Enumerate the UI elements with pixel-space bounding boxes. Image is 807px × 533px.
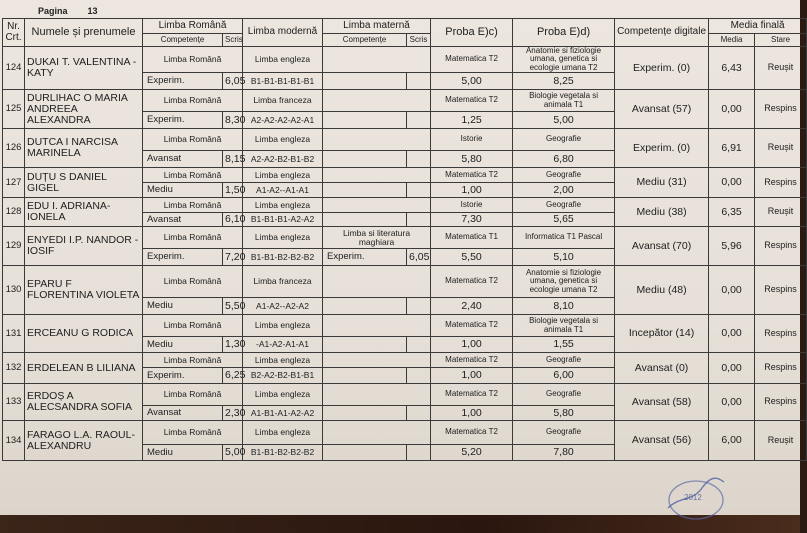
proba-c-score: 1,00 bbox=[431, 406, 513, 421]
proba-d-subject: Geografie bbox=[513, 421, 615, 445]
stare-result: Respins bbox=[755, 227, 807, 266]
row-number: 127 bbox=[3, 168, 25, 198]
proba-d-subject: Informatica T1 Pascal bbox=[513, 227, 615, 249]
limba-moderna-levels: -A1-A2-A1-A1 bbox=[243, 337, 323, 353]
proba-c-score: 5,00 bbox=[431, 73, 513, 90]
limba-romana-label: Limba Română bbox=[143, 47, 243, 73]
page-number: 13 bbox=[87, 6, 98, 16]
limba-moderna-label: Limba franceza bbox=[243, 90, 323, 112]
limba-materna-score bbox=[407, 73, 431, 90]
limba-moderna-label: Limba franceza bbox=[243, 266, 323, 298]
limba-romana-level: Avansat bbox=[143, 406, 223, 421]
proba-c-subject: Matematica T2 bbox=[431, 421, 513, 445]
limba-romana-label: Limba Română bbox=[143, 168, 243, 183]
proba-d-subject: Biologie vegetala si animala T1 bbox=[513, 90, 615, 112]
row-number: 134 bbox=[3, 421, 25, 461]
limba-moderna-levels: B1-B1-B1-A2-A2 bbox=[243, 213, 323, 227]
proba-c-score: 1,00 bbox=[431, 183, 513, 198]
limba-materna-score bbox=[407, 112, 431, 129]
competente-digitale: Avansat (0) bbox=[615, 353, 709, 384]
limba-materna-level bbox=[323, 406, 407, 421]
stare-result: Respins bbox=[755, 266, 807, 315]
header-proba-d: Proba E)d) bbox=[513, 19, 615, 47]
limba-moderna-levels: A1-A2--A2-A2 bbox=[243, 298, 323, 315]
table-row bbox=[3, 421, 807, 445]
media-finala: 0,00 bbox=[709, 168, 755, 198]
table-row bbox=[3, 168, 807, 183]
student-name: ERDELEAN B LILIANA bbox=[25, 353, 143, 384]
header-stare: Stare bbox=[755, 34, 807, 47]
stare-result: Reușit bbox=[755, 421, 807, 461]
table-body bbox=[3, 47, 807, 461]
proba-d-score: 2,00 bbox=[513, 183, 615, 198]
limba-romana-label: Limba Română bbox=[143, 384, 243, 406]
limba-romana-score: 6,25 bbox=[223, 368, 243, 384]
limba-moderna-levels: B2-A2-B2-B1-B1 bbox=[243, 368, 323, 384]
stare-result: Respins bbox=[755, 384, 807, 421]
student-name: DURLIHAC O MARIA ANDREEA ALEXANDRA bbox=[25, 90, 143, 129]
student-name: FARAGO L.A. RAOUL-ALEXANDRU bbox=[25, 421, 143, 461]
limba-romana-label: Limba Română bbox=[143, 266, 243, 298]
limba-materna-score bbox=[407, 183, 431, 198]
student-name: EDU I. ADRIANA-IONELA bbox=[25, 198, 143, 227]
limba-materna-label: Limba si literatura maghiara bbox=[323, 227, 431, 249]
limba-materna-level: Experim. bbox=[323, 249, 407, 266]
proba-c-subject: Matematica T2 bbox=[431, 266, 513, 298]
limba-moderna-label: Limba engleza bbox=[243, 353, 323, 368]
proba-c-score: 2,40 bbox=[431, 298, 513, 315]
proba-d-subject: Geografie bbox=[513, 384, 615, 406]
proba-d-score: 5,80 bbox=[513, 406, 615, 421]
row-number: 131 bbox=[3, 315, 25, 353]
stare-result: Reușit bbox=[755, 47, 807, 90]
media-finala: 0,00 bbox=[709, 90, 755, 129]
media-finala: 0,00 bbox=[709, 315, 755, 353]
limba-materna-level bbox=[323, 112, 407, 129]
header-limba-moderna: Limba modernă bbox=[243, 19, 323, 47]
proba-d-subject: Geografie bbox=[513, 168, 615, 183]
media-finala: 6,00 bbox=[709, 421, 755, 461]
table-row bbox=[3, 266, 807, 298]
limba-moderna-levels: B1-B1-B2-B2-B2 bbox=[243, 249, 323, 266]
limba-moderna-levels: A2-A2-A2-A2-A1 bbox=[243, 112, 323, 129]
header-lmat-competente: Competențe bbox=[323, 34, 407, 47]
limba-materna-score bbox=[407, 445, 431, 461]
limba-materna-score bbox=[407, 337, 431, 353]
limba-moderna-label: Limba engleza bbox=[243, 168, 323, 183]
header-media: Media bbox=[709, 34, 755, 47]
limba-romana-score: 5,50 bbox=[223, 298, 243, 315]
limba-romana-score: 6,05 bbox=[223, 73, 243, 90]
limba-romana-level: Mediu bbox=[143, 445, 223, 461]
proba-d-score: 5,10 bbox=[513, 249, 615, 266]
header-limba-materna: Limba maternă bbox=[323, 19, 431, 34]
limba-materna-label bbox=[323, 198, 431, 213]
limba-romana-score: 5,00 bbox=[223, 445, 243, 461]
proba-d-subject: Geografie bbox=[513, 129, 615, 151]
limba-materna-level bbox=[323, 445, 407, 461]
header-lr-scris: Scris bbox=[223, 34, 243, 47]
table-row bbox=[3, 384, 807, 406]
limba-romana-level: Avansat bbox=[143, 151, 223, 168]
limba-moderna-label: Limba engleza bbox=[243, 384, 323, 406]
media-finala: 0,00 bbox=[709, 266, 755, 315]
page-label bbox=[38, 6, 98, 16]
limba-romana-label: Limba Română bbox=[143, 227, 243, 249]
proba-c-subject: Matematica T2 bbox=[431, 384, 513, 406]
header-competente-digitale: Competențe digitale bbox=[615, 19, 709, 47]
limba-romana-label: Limba Română bbox=[143, 90, 243, 112]
limba-romana-label: Limba Română bbox=[143, 315, 243, 337]
limba-moderna-label: Limba engleza bbox=[243, 198, 323, 213]
limba-romana-level: Mediu bbox=[143, 183, 223, 198]
limba-materna-score bbox=[407, 151, 431, 168]
competente-digitale: Incepător (14) bbox=[615, 315, 709, 353]
limba-materna-level bbox=[323, 213, 407, 227]
student-name: DUTCA I NARCISA MARINELA bbox=[25, 129, 143, 168]
limba-materna-score bbox=[407, 213, 431, 227]
limba-romana-score: 8,15 bbox=[223, 151, 243, 168]
proba-d-score: 7,80 bbox=[513, 445, 615, 461]
limba-romana-score: 1,30 bbox=[223, 337, 243, 353]
limba-romana-level: Experim. bbox=[143, 368, 223, 384]
proba-d-score: 1,55 bbox=[513, 337, 615, 353]
competente-digitale: Mediu (31) bbox=[615, 168, 709, 198]
proba-c-subject: Istorie bbox=[431, 129, 513, 151]
limba-materna-level bbox=[323, 337, 407, 353]
limba-moderna-levels: B1-B1-B1-B1-B1 bbox=[243, 73, 323, 90]
stare-result: Respins bbox=[755, 168, 807, 198]
stamp-text: 2012 bbox=[684, 493, 702, 502]
limba-materna-label bbox=[323, 47, 431, 73]
row-number: 130 bbox=[3, 266, 25, 315]
proba-c-score: 1,00 bbox=[431, 368, 513, 384]
limba-moderna-levels: B1-B1-B2-B2-B2 bbox=[243, 445, 323, 461]
limba-romana-label: Limba Română bbox=[143, 353, 243, 368]
row-number: 124 bbox=[3, 47, 25, 90]
results-table bbox=[2, 18, 807, 461]
student-name: DUKAI T. VALENTINA - KATY bbox=[25, 47, 143, 90]
limba-romana-label: Limba Română bbox=[143, 129, 243, 151]
proba-c-score: 5,50 bbox=[431, 249, 513, 266]
proba-d-subject: Geografie bbox=[513, 353, 615, 368]
limba-romana-score: 8,30 bbox=[223, 112, 243, 129]
limba-romana-label: Limba Română bbox=[143, 421, 243, 445]
proba-d-subject: Anatomie si fiziologie umana, genetica si ecologie umana T2 bbox=[513, 47, 615, 73]
competente-digitale: Avansat (70) bbox=[615, 227, 709, 266]
limba-materna-label bbox=[323, 129, 431, 151]
limba-romana-level: Mediu bbox=[143, 337, 223, 353]
competente-digitale: Mediu (38) bbox=[615, 198, 709, 227]
header-proba-c: Proba E)c) bbox=[431, 19, 513, 47]
limba-moderna-levels: A1-B1-A1-A2-A2 bbox=[243, 406, 323, 421]
competente-digitale: Experim. (0) bbox=[615, 47, 709, 90]
limba-romana-level: Avansat bbox=[143, 213, 223, 227]
media-finala: 0,00 bbox=[709, 353, 755, 384]
header-limba-romana: Limba Română bbox=[143, 19, 243, 34]
table-row bbox=[3, 47, 807, 73]
limba-moderna-label: Limba engleza bbox=[243, 47, 323, 73]
table-row bbox=[3, 227, 807, 249]
table-row bbox=[3, 315, 807, 337]
proba-d-score: 6,00 bbox=[513, 368, 615, 384]
proba-c-score: 5,80 bbox=[431, 151, 513, 168]
stare-result: Respins bbox=[755, 353, 807, 384]
limba-materna-label bbox=[323, 353, 431, 368]
row-number: 128 bbox=[3, 198, 25, 227]
student-name: ENYEDI I.P. NANDOR -IOSIF bbox=[25, 227, 143, 266]
student-name: EPARU F FLORENTINA VIOLETA bbox=[25, 266, 143, 315]
proba-c-subject: Matematica T2 bbox=[431, 315, 513, 337]
student-name: ERDOȘ A ALECSANDRA SOFIA bbox=[25, 384, 143, 421]
row-number: 133 bbox=[3, 384, 25, 421]
competente-digitale: Avansat (58) bbox=[615, 384, 709, 421]
competente-digitale: Mediu (48) bbox=[615, 266, 709, 315]
limba-romana-score: 7,20 bbox=[223, 249, 243, 266]
limba-materna-label bbox=[323, 384, 431, 406]
table-row bbox=[3, 129, 807, 151]
media-finala: 6,35 bbox=[709, 198, 755, 227]
limba-materna-level bbox=[323, 298, 407, 315]
limba-materna-level bbox=[323, 183, 407, 198]
limba-materna-label bbox=[323, 90, 431, 112]
limba-moderna-label: Limba engleza bbox=[243, 421, 323, 445]
media-finala: 0,00 bbox=[709, 384, 755, 421]
limba-materna-label bbox=[323, 168, 431, 183]
limba-romana-level: Mediu bbox=[143, 298, 223, 315]
limba-moderna-label: Limba engleza bbox=[243, 227, 323, 249]
proba-c-subject: Matematica T2 bbox=[431, 47, 513, 73]
stare-result: Reușit bbox=[755, 129, 807, 168]
proba-c-score: 5,20 bbox=[431, 445, 513, 461]
limba-materna-score bbox=[407, 368, 431, 384]
student-name: ERCEANU G RODICA bbox=[25, 315, 143, 353]
proba-d-score: 8,25 bbox=[513, 73, 615, 90]
proba-d-subject: Anatomie si fiziologie umana, genetica si ecologie umana T2 bbox=[513, 266, 615, 298]
media-finala: 6,43 bbox=[709, 47, 755, 90]
proba-c-subject: Istorie bbox=[431, 198, 513, 213]
row-number: 126 bbox=[3, 129, 25, 168]
header-name: Numele și prenumele bbox=[25, 19, 143, 47]
table-row bbox=[3, 90, 807, 112]
proba-c-subject: Matematica T2 bbox=[431, 168, 513, 183]
proba-c-subject: Matematica T1 bbox=[431, 227, 513, 249]
limba-moderna-label: Limba engleza bbox=[243, 315, 323, 337]
student-name: DUȚU S DANIEL GIGEL bbox=[25, 168, 143, 198]
proba-c-score: 7,30 bbox=[431, 213, 513, 227]
proba-d-score: 6,80 bbox=[513, 151, 615, 168]
limba-materna-level bbox=[323, 73, 407, 90]
limba-moderna-levels: A1-A2--A1-A1 bbox=[243, 183, 323, 198]
stare-result: Respins bbox=[755, 90, 807, 129]
limba-moderna-label: Limba engleza bbox=[243, 129, 323, 151]
table-row bbox=[3, 353, 807, 368]
proba-d-subject: Biologie vegetala si animala T1 bbox=[513, 315, 615, 337]
proba-d-subject: Geografie bbox=[513, 198, 615, 213]
header-lmat-scris: Scris bbox=[407, 34, 431, 47]
limba-romana-score: 2,30 bbox=[223, 406, 243, 421]
limba-romana-label: Limba Română bbox=[143, 198, 243, 213]
header-media-finala: Media finală bbox=[709, 19, 807, 34]
limba-romana-score: 1,50 bbox=[223, 183, 243, 198]
limba-materna-level bbox=[323, 368, 407, 384]
limba-romana-score: 6,10 bbox=[223, 213, 243, 227]
proba-c-subject: Matematica T2 bbox=[431, 353, 513, 368]
media-finala: 5,96 bbox=[709, 227, 755, 266]
competente-digitale: Avansat (56) bbox=[615, 421, 709, 461]
limba-materna-label bbox=[323, 266, 431, 298]
proba-d-score: 8,10 bbox=[513, 298, 615, 315]
table-row bbox=[3, 198, 807, 213]
limba-romana-level: Experim. bbox=[143, 249, 223, 266]
limba-materna-score bbox=[407, 406, 431, 421]
limba-moderna-levels: A2-A2-B2-B1-B2 bbox=[243, 151, 323, 168]
table-header bbox=[3, 19, 807, 47]
proba-c-score: 1,25 bbox=[431, 112, 513, 129]
table-surface bbox=[0, 515, 800, 533]
limba-materna-level bbox=[323, 151, 407, 168]
header-nr: Nr. Crt. bbox=[3, 19, 25, 47]
limba-materna-label bbox=[323, 421, 431, 445]
competente-digitale: Avansat (57) bbox=[615, 90, 709, 129]
proba-c-score: 1,00 bbox=[431, 337, 513, 353]
limba-romana-level: Experim. bbox=[143, 73, 223, 90]
page-label-text: Pagina bbox=[38, 6, 68, 16]
proba-d-score: 5,65 bbox=[513, 213, 615, 227]
limba-materna-score: 6,05 bbox=[407, 249, 431, 266]
header-lr-competente: Competențe bbox=[143, 34, 223, 47]
stare-result: Respins bbox=[755, 315, 807, 353]
limba-materna-label bbox=[323, 315, 431, 337]
row-number: 132 bbox=[3, 353, 25, 384]
proba-c-subject: Matematica T2 bbox=[431, 90, 513, 112]
stare-result: Reușit bbox=[755, 198, 807, 227]
limba-romana-level: Experim. bbox=[143, 112, 223, 129]
row-number: 125 bbox=[3, 90, 25, 129]
competente-digitale: Experim. (0) bbox=[615, 129, 709, 168]
media-finala: 6,91 bbox=[709, 129, 755, 168]
limba-materna-score bbox=[407, 298, 431, 315]
proba-d-score: 5,00 bbox=[513, 112, 615, 129]
row-number: 129 bbox=[3, 227, 25, 266]
